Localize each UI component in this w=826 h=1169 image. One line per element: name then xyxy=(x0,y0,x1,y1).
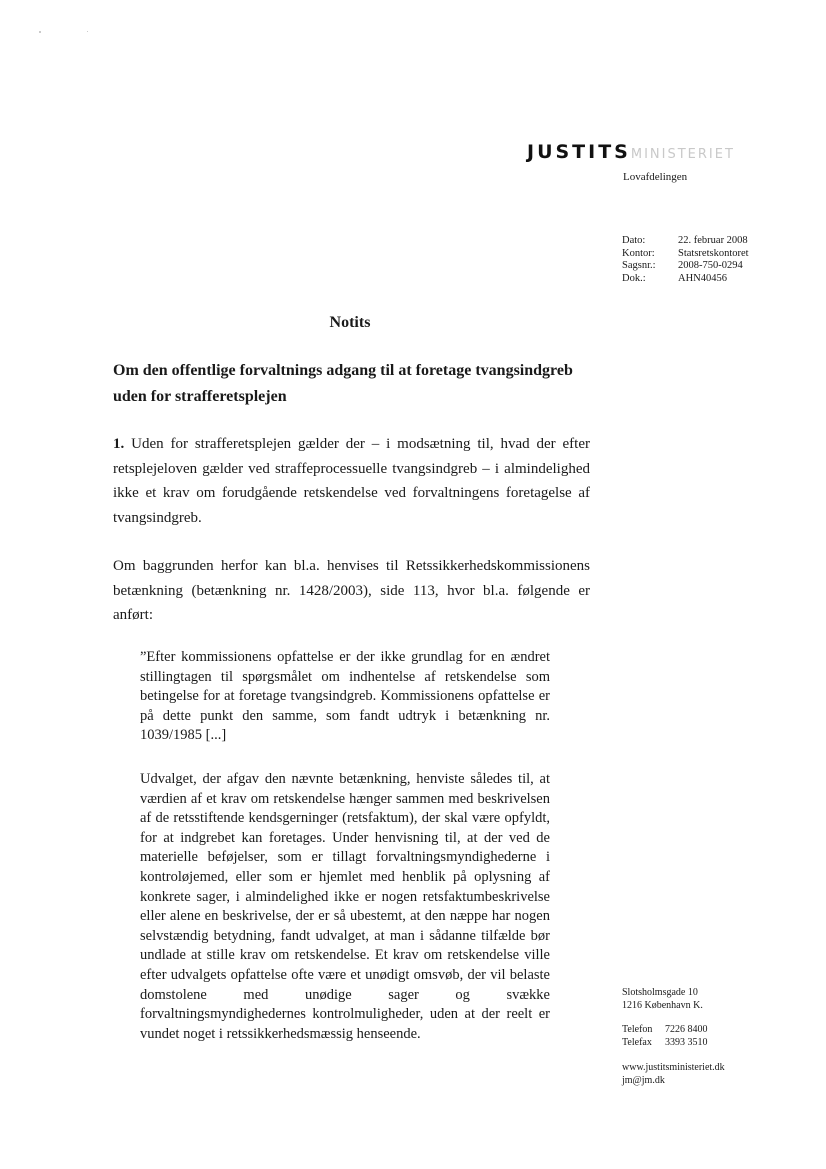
meta-value: AHN40456 xyxy=(678,272,727,284)
department-name: Lovafdelingen xyxy=(623,171,688,183)
meta-row-doc xyxy=(622,273,749,286)
meta-value: 22. februar 2008 xyxy=(678,235,748,246)
paragraph-number: 1. xyxy=(113,436,125,452)
logo-faded-text: MINISTERIET xyxy=(630,147,735,162)
ministry-logo xyxy=(527,141,735,163)
meta-label: Dato: xyxy=(622,235,646,246)
footer-phone-row xyxy=(622,1024,708,1037)
meta-label: Dok.: xyxy=(622,272,646,284)
footer-address xyxy=(622,987,703,1012)
footer-city: 1216 København K. xyxy=(622,999,703,1011)
scan-speck xyxy=(39,31,41,33)
quote-paragraph-1: ”Efter kommissionens opfattelse er der ikke grundlag for en ændret stillingtagen til spørgsmålet om indhentelse af retskendelse som betingelse for at foretage tvangsindgreb. Kommissionens opfattelse er på dette punkt den samme, som fandt udtryk i betænkning nr. 1039/1985 [...] xyxy=(140,649,550,744)
document-heading: Notits xyxy=(329,314,371,331)
phone-label: Telefon xyxy=(622,1024,653,1035)
meta-row-case xyxy=(622,260,749,273)
fax-label: Telefax xyxy=(622,1036,652,1048)
meta-label: Kontor: xyxy=(622,247,655,259)
footer-street: Slotsholmsgade 10 xyxy=(622,987,698,998)
footer-web-block xyxy=(622,1062,725,1087)
document-meta-table xyxy=(622,235,749,285)
scan-speck xyxy=(87,31,88,32)
meta-value: Statsretskontoret xyxy=(678,247,749,259)
footer-web[interactable]: www.justitsministeriet.dk xyxy=(622,1062,725,1073)
fax-value: 3393 3510 xyxy=(665,1036,708,1048)
footer-email[interactable]: jm@jm.dk xyxy=(622,1074,665,1086)
meta-value: 2008-750-0294 xyxy=(678,260,743,271)
quote-paragraph-2: Udvalget, der afgav den nævnte betænkning, henviste således til, at værdien af et krav om retskendelse hænger sammen med beskrivelsen af de retsstiftende kendsgerninger (retsfaktum), der skal være opfyldt, for at indgrebet kan foretages. Under henvisning til, at der ved de materielle beføjelser, som er tillagt forvaltningsmyndighederne i kontroløjemed, eller som er hjemlet med henblik på oplysning af konkrete sager, i almindelighed ikke er nogen retsfaktumbeskrivelse eller alene en beskrivelse, der er så ubestemt, at den næppe har nogen selvstændig betydning, fandt udvalget, at man i sådanne tilfælde bør undlade at stille krav om retskendelse. Et krav om retskendelse ville efter udvalgets opfattelse ofte være et unødigt omsvøb, der vil belaste domstolene med unødige sager og svække forvaltningsmyndighedernes kontrolmuligheder, uden at der reelt er vundet noget i retssikkerhedsmæssig henseende. xyxy=(140,771,550,1042)
footer-phone-block xyxy=(622,1024,708,1049)
paragraph-1-text: Uden for strafferetsplejen gælder der – i modsætning til, hvad der efter retsplejeloven gælder ved straffeprocessuelle tvangsindgreb – i almindelighed ikke et krav om forudgående retskendelse ved forvaltningens foretagelse af tvangsindgreb. xyxy=(113,436,590,526)
logo-main-text: JUSTITS xyxy=(527,141,631,163)
paragraph-1 xyxy=(113,432,590,530)
meta-label: Sagsnr.: xyxy=(622,260,656,271)
meta-row-date xyxy=(622,235,749,248)
footer-fax-row xyxy=(622,1037,708,1050)
phone-value: 7226 8400 xyxy=(665,1024,708,1035)
paragraph-2: Om baggrunden herfor kan bl.a. henvises til Retssikkerhedskommissionens betænkning (betænkning nr. 1428/2003), side 113, hvor bl.a. følgende er anført: xyxy=(113,558,590,623)
document-title: Om den offentlige forvaltnings adgang til at foretage tvangsindgreb uden for strafferetsplejen xyxy=(113,362,573,405)
meta-row-office xyxy=(622,248,749,261)
